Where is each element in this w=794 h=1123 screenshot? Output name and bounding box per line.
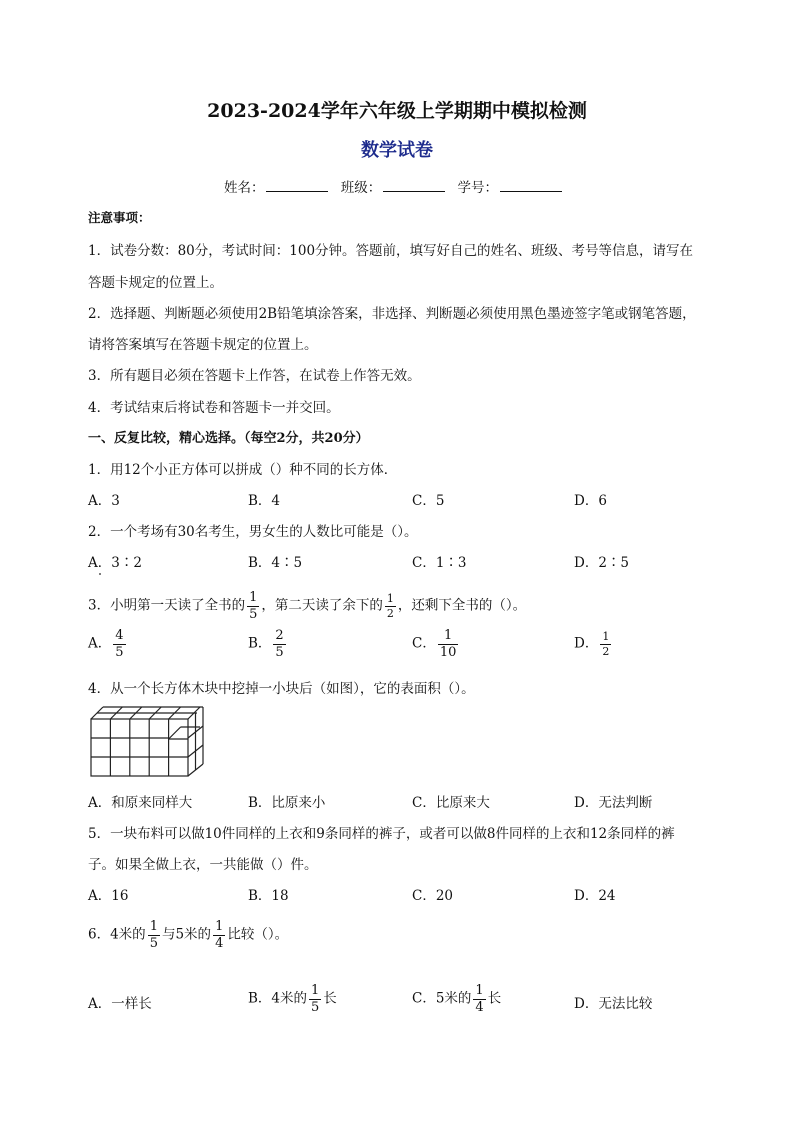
q3-option-d[interactable] xyxy=(574,631,613,657)
option-fraction xyxy=(438,629,459,659)
notes-heading: 注意事项： xyxy=(88,210,151,225)
name-field[interactable] xyxy=(266,179,328,192)
q4-option-d[interactable]: D．无法判断 xyxy=(574,795,653,811)
q6-text-part: 比较（）。 xyxy=(227,926,289,943)
option-fraction xyxy=(600,631,611,657)
option-text: B．4米的 xyxy=(248,990,308,1007)
fraction-numerator: 2 xyxy=(275,628,284,643)
question-6 xyxy=(88,920,288,950)
fraction-numerator: 1 xyxy=(475,983,484,998)
option-label: B． xyxy=(248,635,272,652)
note-line: 4．考试结束后将试卷和答题卡一并交回。 xyxy=(88,400,340,416)
cuboid-figure xyxy=(88,703,208,779)
option-label: D． xyxy=(574,635,599,652)
fraction-numerator: 1 xyxy=(311,983,320,998)
fraction-denominator: 2 xyxy=(386,606,394,620)
q6-option-a[interactable]: A．一样长 xyxy=(88,996,152,1012)
q1-option-b[interactable]: B．4 xyxy=(248,493,281,509)
q6-text-part: 6．4米的 xyxy=(88,926,146,943)
q2-option-d[interactable]: D．2∶5 xyxy=(574,555,630,571)
q2-option-a[interactable]: A．3∶2 xyxy=(88,555,142,571)
q3-text-part: 3．小明第一天读了全书的 xyxy=(88,597,246,614)
option-fraction xyxy=(473,984,485,1014)
q4-option-a[interactable]: A．和原来同样大 xyxy=(88,795,193,811)
question-2: 2．一个考场有30名考生，男女生的人数比可能是（）。 xyxy=(88,524,418,540)
name-label: 姓名： xyxy=(223,180,265,196)
note-line: 1．试卷分数：80分，考试时间：100分钟。答题前，填写好自己的姓名、班级、考号等信息，请写在 xyxy=(88,243,694,259)
q3-option-b[interactable] xyxy=(248,629,288,659)
q3-fraction xyxy=(385,593,396,619)
page-title: 2023-2024学年六年级上学期期中模拟检测 xyxy=(207,100,587,122)
class-field[interactable] xyxy=(383,179,445,192)
class-label: 班级： xyxy=(340,180,382,196)
question-5-line-2: 子。如果全做上衣，一共能做（）件。 xyxy=(88,857,318,873)
q3-option-c[interactable] xyxy=(412,629,460,659)
q2-option-b[interactable]: B．4∶5 xyxy=(248,555,303,571)
q5-option-a[interactable]: A．16 xyxy=(88,888,129,904)
fraction-denominator: 2 xyxy=(602,644,610,658)
student-info-row xyxy=(0,176,794,196)
option-text: 长 xyxy=(323,990,337,1007)
q3-fraction xyxy=(247,591,259,621)
option-text: C．5米的 xyxy=(412,990,472,1007)
q1-option-d[interactable]: D．6 xyxy=(574,493,607,509)
number-label: 学号： xyxy=(457,180,499,196)
q1-option-a[interactable]: A．3 xyxy=(88,493,120,509)
q3-text-part: ，还剩下全书的（）。 xyxy=(397,597,527,614)
option-fraction xyxy=(309,984,321,1014)
q4-option-c[interactable]: C．比原来大 xyxy=(412,795,490,811)
number-field[interactable] xyxy=(500,179,562,192)
q1-option-c[interactable]: C．5 xyxy=(412,493,445,509)
fraction-denominator: 4 xyxy=(215,935,224,951)
fraction-numerator: 1 xyxy=(249,590,258,605)
fraction-numerator: 1 xyxy=(602,630,610,643)
option-label: A． xyxy=(88,635,112,652)
fraction-denominator: 5 xyxy=(249,606,258,622)
q5-option-c[interactable]: C．20 xyxy=(412,888,454,904)
fraction-denominator: 10 xyxy=(439,644,457,660)
q6-fraction xyxy=(148,920,160,950)
fraction-denominator: 5 xyxy=(311,999,320,1015)
q6-option-c[interactable] xyxy=(412,984,501,1014)
q6-text-part: 与5米的 xyxy=(161,926,212,943)
option-label: C． xyxy=(412,635,436,652)
page-subtitle: 数学试卷 xyxy=(361,140,433,161)
fraction-denominator: 4 xyxy=(475,999,484,1015)
fraction-numerator: 1 xyxy=(386,592,394,606)
note-line: 答题卡规定的位置上。 xyxy=(88,275,223,291)
section-heading: 一、反复比较，精心选择。（每空2分，共20分） xyxy=(88,431,369,446)
fraction-numerator: 1 xyxy=(443,628,453,643)
fraction-numerator: 1 xyxy=(149,919,158,934)
option-fraction xyxy=(273,629,285,659)
question-4: 4．从一个长方体木块中挖掉一小块后（如图），它的表面积（）。 xyxy=(88,681,475,697)
q3-option-a[interactable] xyxy=(88,629,128,659)
fraction-denominator: 5 xyxy=(275,644,284,660)
note-line: 请将答案填写在答题卡规定的位置上。 xyxy=(88,337,318,353)
stray-dot xyxy=(99,573,101,575)
fraction-numerator: 4 xyxy=(115,628,124,643)
q6-option-d[interactable]: D．无法比较 xyxy=(574,996,653,1012)
q2-option-c[interactable]: C．1∶3 xyxy=(412,555,467,571)
option-fraction xyxy=(113,629,125,659)
note-line: 3．所有题目必须在答题卡上作答，在试卷上作答无效。 xyxy=(88,368,421,384)
question-5-line-1: 5．一块布料可以做10件同样的上衣和9条同样的裤子，或者可以做8件同样的上衣和12条同样的裤 xyxy=(88,826,675,842)
option-text: 长 xyxy=(487,990,502,1007)
fraction-numerator: 1 xyxy=(215,919,224,934)
q5-option-d[interactable]: D．24 xyxy=(574,888,616,904)
note-line: 2．选择题、判断题必须使用2B铅笔填涂答案，非选择、判断题必须使用黑色墨迹签字笔或钢笔答题， xyxy=(88,306,696,322)
question-1: 1．用12个小正方体可以拼成（）种不同的长方体． xyxy=(88,462,398,478)
q6-option-b[interactable] xyxy=(248,984,337,1014)
q4-option-b[interactable]: B．比原来小 xyxy=(248,795,326,811)
fraction-denominator: 5 xyxy=(149,935,158,951)
fraction-denominator: 5 xyxy=(115,644,124,660)
q6-fraction xyxy=(213,920,225,950)
q3-text-part: ，第二天读了余下的 xyxy=(261,597,383,614)
q5-option-b[interactable]: B．18 xyxy=(248,888,289,904)
question-3 xyxy=(88,591,526,621)
